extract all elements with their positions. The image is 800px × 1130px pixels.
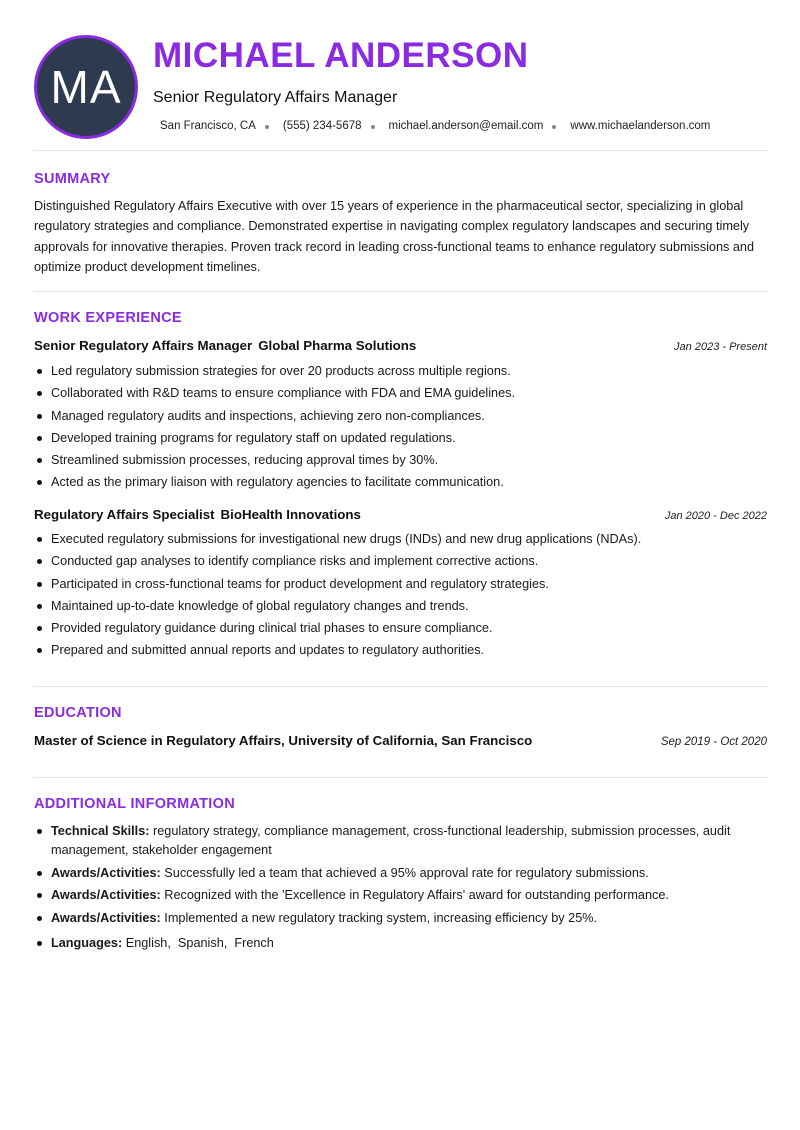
divider [34, 686, 767, 687]
list-item [34, 822, 769, 860]
summary-text: Distinguished Regulatory Affairs Executive with over 15 years of experience in the pharmaceutical sector, specializing in global regulatory strategies and compliance. Demonstrated expertise in navigating complex regulatory landscapes and securing timely approvals for innovative therapies. Proven track record in leading cross-functional teams to enhance regulatory submissions and optimize product development timelines. [34, 199, 755, 275]
list-item: Provided regulatory guidance during clinical trial phases to ensure compliance. [34, 617, 767, 639]
divider [34, 150, 767, 151]
job-bullets [34, 360, 767, 494]
list-item [34, 886, 769, 905]
list-item: Acted as the primary liaison with regulatory agencies to facilitate communication. [34, 471, 767, 493]
list-item: Developed training programs for regulatory staff on updated regulations. [34, 427, 767, 449]
additional-list [34, 822, 769, 953]
list-item: Maintained up-to-date knowledge of global regulatory changes and trends. [34, 595, 767, 617]
separator-dot [371, 125, 375, 129]
candidate-name: MICHAEL ANDERSON [153, 36, 529, 75]
job-header [34, 338, 767, 353]
list-item [34, 864, 769, 883]
candidate-title: Senior Regulatory Affairs Manager [153, 89, 398, 106]
list-item: Participated in cross-functional teams for product development and regulatory strategies. [34, 573, 767, 595]
divider [34, 291, 767, 292]
list-item [34, 909, 769, 928]
section-title-experience: WORK EXPERIENCE [34, 310, 182, 326]
list-item: Conducted gap analyses to identify compliance risks and implement corrective actions. [34, 550, 767, 572]
job-role-line [34, 507, 361, 522]
list-item: Executed regulatory submissions for investigational new drugs (INDs) and new drug applications (NDAs). [34, 528, 767, 550]
contact-email[interactable]: michael.anderson@email.com [388, 120, 544, 132]
section-title-summary: SUMMARY [34, 171, 111, 187]
list-item: Collaborated with R&D teams to ensure compliance with FDA and EMA guidelines. [34, 382, 767, 404]
job-role-line [34, 338, 416, 353]
item-label: Awards/Activities: [51, 910, 161, 925]
separator-dot [552, 125, 556, 129]
list-item [34, 934, 769, 953]
item-label: Languages: [51, 935, 123, 950]
list-item: Prepared and submitted annual reports and updates to regulatory authorities. [34, 639, 767, 661]
avatar [34, 35, 138, 139]
section-title-education: EDUCATION [34, 705, 122, 721]
job-role: Regulatory Affairs Specialist [34, 507, 215, 522]
item-text: Recognized with the 'Excellence in Regulatory Affairs' award for outstanding performance. [164, 888, 669, 902]
item-text: regulatory strategy, compliance management, cross-functional leadership, submission processes, audit management, stakeholder engagement [51, 824, 731, 857]
education-entry [34, 733, 767, 748]
education-dates: Sep 2019 - Oct 2020 [660, 736, 767, 748]
job-header [34, 507, 767, 522]
divider [34, 777, 767, 778]
job-bullets [34, 528, 767, 662]
contact-website[interactable]: www.michaelanderson.com [570, 120, 711, 132]
list-item: Streamlined submission processes, reducing approval times by 30%. [34, 449, 767, 471]
item-text: Successfully led a team that achieved a 95% approval rate for regulatory submissions. [164, 865, 649, 880]
avatar-initials: MA [50, 61, 122, 113]
item-label: Technical Skills: [51, 824, 150, 838]
job-dates: Jan 2020 - Dec 2022 [664, 510, 767, 522]
job-company: BioHealth Innovations [220, 507, 361, 522]
item-label: Awards/Activities: [51, 865, 161, 880]
contact-phone[interactable]: (555) 234-5678 [282, 120, 362, 132]
education-degree: Master of Science in Regulatory Affairs, University of California, San Francisco [34, 733, 533, 748]
contact-bar [160, 120, 710, 132]
job-company: Global Pharma Solutions [258, 338, 417, 353]
job-dates: Jan 2023 - Present [674, 341, 767, 353]
list-item: Managed regulatory audits and inspections, achieving zero non-compliances. [34, 405, 767, 427]
item-text: Implemented a new regulatory tracking system, increasing efficiency by 25%. [164, 910, 598, 925]
job-role: Senior Regulatory Affairs Manager [34, 338, 253, 353]
item-label: Awards/Activities: [51, 888, 161, 902]
list-item: Led regulatory submission strategies for over 20 products across multiple regions. [34, 360, 767, 382]
section-title-additional: ADDITIONAL INFORMATION [34, 796, 235, 812]
item-text: English, Spanish, French [125, 935, 274, 950]
contact-location: San Francisco, CA [160, 120, 256, 132]
separator-dot [265, 125, 269, 129]
